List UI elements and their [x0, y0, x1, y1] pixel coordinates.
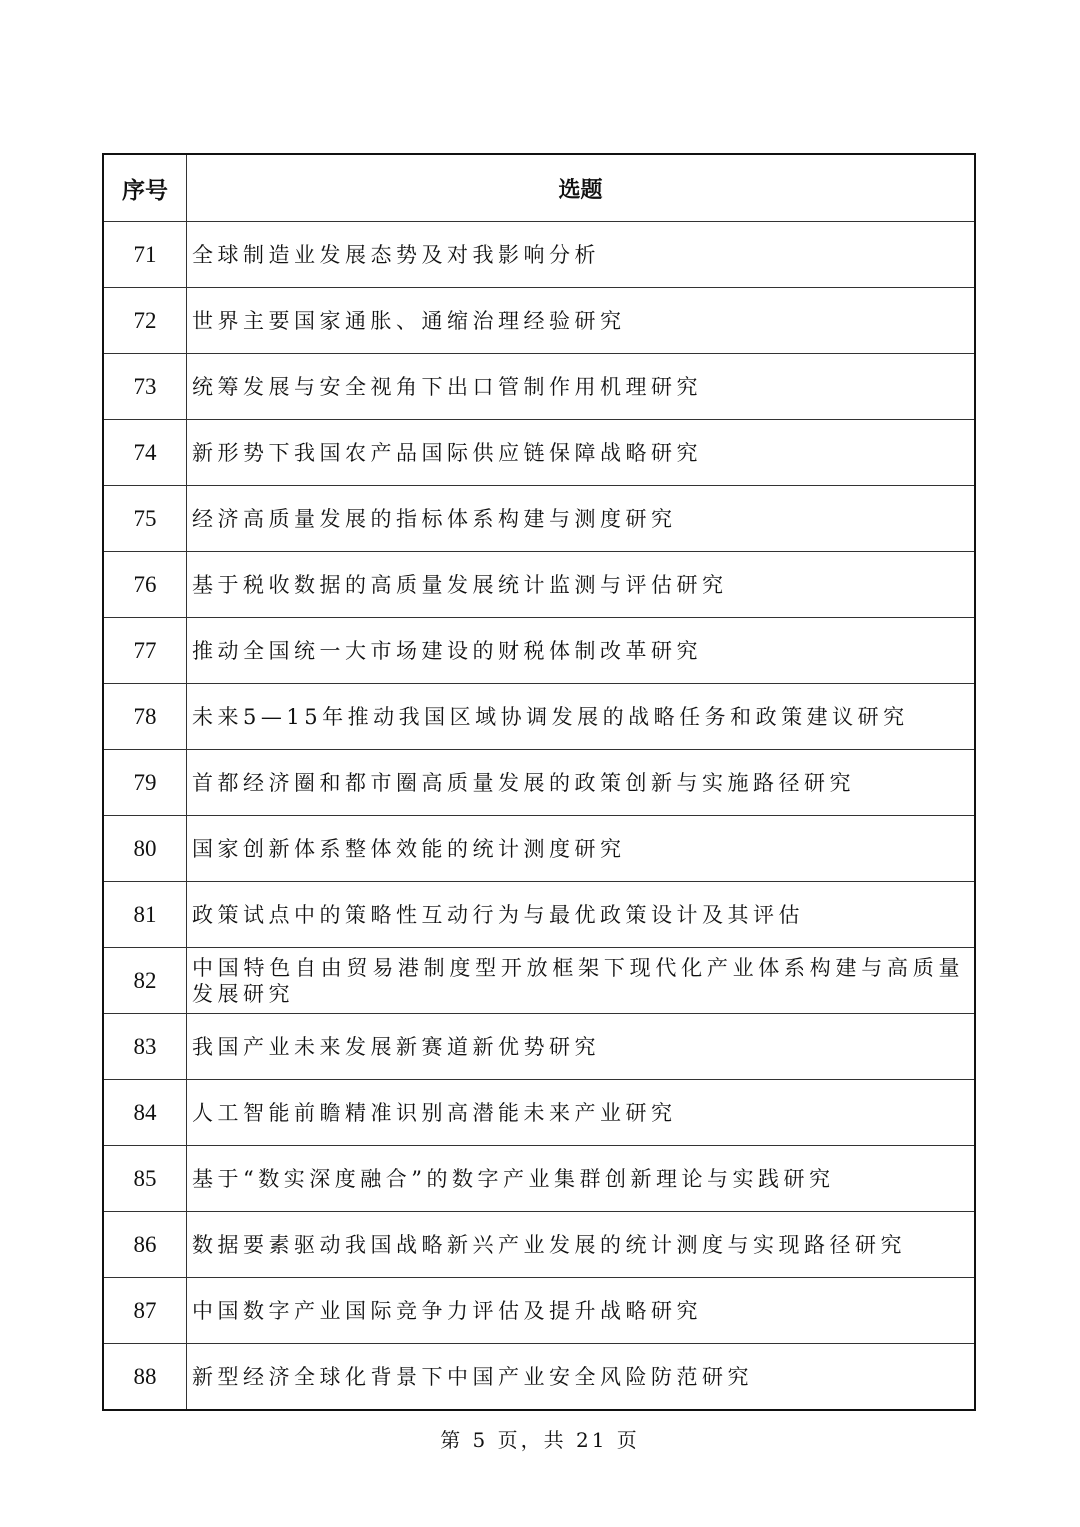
row-topic: 未来5—15年推动我国区域协调发展的战略任务和政策建议研究	[187, 684, 976, 750]
row-number: 88	[103, 1344, 187, 1411]
row-number: 78	[103, 684, 187, 750]
table-row	[103, 1278, 975, 1344]
row-topic: 基于税收数据的高质量发展统计监测与评估研究	[187, 552, 976, 618]
table-row	[103, 1212, 975, 1278]
row-topic: 我国产业未来发展新赛道新优势研究	[187, 1014, 976, 1080]
row-topic: 新形势下我国农产品国际供应链保障战略研究	[187, 420, 976, 486]
topics-table	[102, 153, 976, 1411]
row-number: 73	[103, 354, 187, 420]
page-number: 第 5 页，共 21 页	[440, 1428, 640, 1452]
row-number: 76	[103, 552, 187, 618]
row-topic: 全球制造业发展态势及对我影响分析	[187, 222, 976, 288]
row-number: 80	[103, 816, 187, 882]
table-row	[103, 618, 975, 684]
table-row	[103, 684, 975, 750]
table-row	[103, 1146, 975, 1212]
row-number: 71	[103, 222, 187, 288]
row-number: 82	[103, 948, 187, 1014]
row-number: 77	[103, 618, 187, 684]
table-row	[103, 1344, 975, 1411]
table-row	[103, 1080, 975, 1146]
table-row	[103, 750, 975, 816]
table-row	[103, 486, 975, 552]
row-number: 75	[103, 486, 187, 552]
header-topic: 选题	[187, 154, 976, 222]
row-topic: 首都经济圈和都市圈高质量发展的政策创新与实施路径研究	[187, 750, 976, 816]
row-topic: 推动全国统一大市场建设的财税体制改革研究	[187, 618, 976, 684]
table-row	[103, 552, 975, 618]
table-row	[103, 420, 975, 486]
row-number: 72	[103, 288, 187, 354]
row-number: 87	[103, 1278, 187, 1344]
row-topic: 经济高质量发展的指标体系构建与测度研究	[187, 486, 976, 552]
row-number: 79	[103, 750, 187, 816]
row-topic: 中国特色自由贸易港制度型开放框架下现代化产业体系构建与高质量发展研究	[187, 948, 976, 1014]
row-topic: 新型经济全球化背景下中国产业安全风险防范研究	[187, 1344, 976, 1411]
table-row	[103, 222, 975, 288]
table-row	[103, 288, 975, 354]
table-row	[103, 882, 975, 948]
row-topic: 人工智能前瞻精准识别高潜能未来产业研究	[187, 1080, 976, 1146]
row-topic: 中国数字产业国际竞争力评估及提升战略研究	[187, 1278, 976, 1344]
row-number: 81	[103, 882, 187, 948]
header-number: 序号	[103, 154, 187, 222]
row-topic: 国家创新体系整体效能的统计测度研究	[187, 816, 976, 882]
row-number: 84	[103, 1080, 187, 1146]
row-number: 83	[103, 1014, 187, 1080]
table-row	[103, 948, 975, 1014]
table-row	[103, 816, 975, 882]
row-topic: 数据要素驱动我国战略新兴产业发展的统计测度与实现路径研究	[187, 1212, 976, 1278]
row-number: 86	[103, 1212, 187, 1278]
row-topic: 政策试点中的策略性互动行为与最优政策设计及其评估	[187, 882, 976, 948]
row-number: 74	[103, 420, 187, 486]
row-topic: 世界主要国家通胀、通缩治理经验研究	[187, 288, 976, 354]
table-header-row	[103, 154, 975, 222]
table-row	[103, 354, 975, 420]
row-topic: 统筹发展与安全视角下出口管制作用机理研究	[187, 354, 976, 420]
row-topic: 基于“数实深度融合”的数字产业集群创新理论与实践研究	[187, 1146, 976, 1212]
row-number: 85	[103, 1146, 187, 1212]
table-row	[103, 1014, 975, 1080]
